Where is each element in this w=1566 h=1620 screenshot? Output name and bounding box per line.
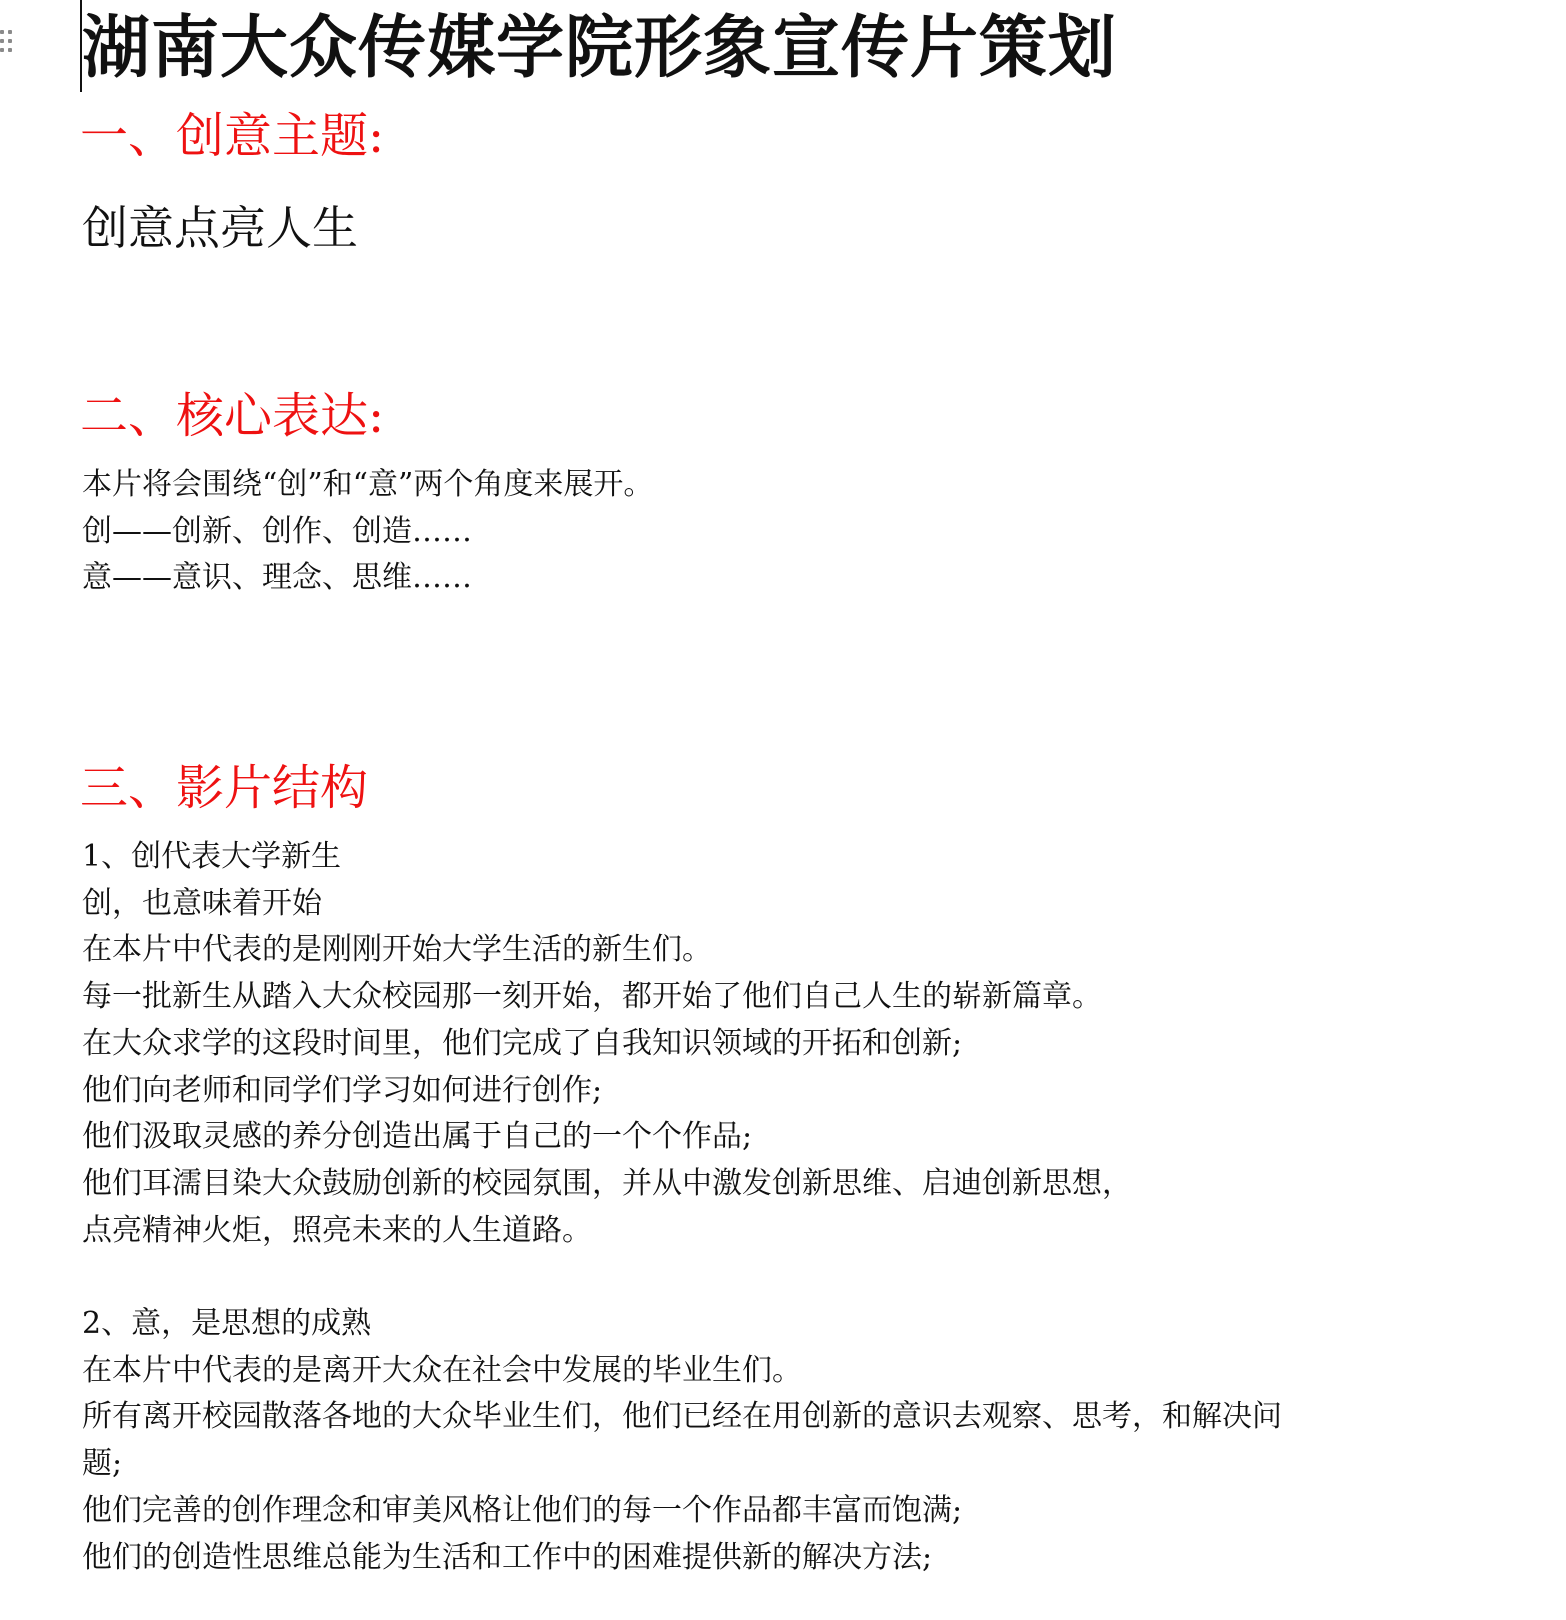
- section-heading-structure: 三、影片结构: [80, 760, 369, 816]
- paragraph-line: 每一批新生从踏入大众校园那一刻开始，都开始了他们自己人生的崭新篇章。: [82, 979, 1102, 1015]
- paragraph-line: 点亮精神火炬，照亮未来的人生道路。: [82, 1212, 592, 1248]
- paragraph-line: 他们汲取灵感的养分创造出属于自己的一个个作品;: [82, 1119, 753, 1155]
- structure-part2-block: [82, 1301, 1322, 1581]
- document-title[interactable]: 湖南大众传媒学院形象宣传片策划: [82, 9, 1118, 88]
- paragraph-line: 1、创代表大学新生: [82, 839, 342, 874]
- structure-part1-block: [82, 834, 1132, 1254]
- paragraph-line: 在本片中代表的是刚刚开始大学生活的新生们。: [82, 932, 712, 968]
- paragraph-line: 创，也意味着开始: [82, 885, 322, 921]
- section-heading-theme: 一、创意主题:: [80, 108, 385, 164]
- paragraph-line: 创——创新、创作、创造……: [82, 513, 472, 549]
- drag-handle-icon[interactable]: [0, 30, 14, 60]
- paragraph-line: 他们的创造性思维总能为生活和工作中的困难提供新的解决方法;: [82, 1539, 933, 1575]
- paragraph-line: 本片将会围绕“创”和“意”两个角度来展开。: [82, 467, 654, 502]
- paragraph-line: 在本片中代表的是离开大众在社会中发展的毕业生们。: [82, 1352, 802, 1388]
- paragraph-line: 意——意识、理念、思维……: [82, 560, 472, 596]
- paragraph-line: 2、意，是思想的成熟: [82, 1306, 372, 1341]
- paragraph-line: 他们耳濡目染大众鼓励创新的校园氛围，并从中激发创新思维、启迪创新思想，: [82, 1165, 1132, 1201]
- paragraph-line: 他们完善的创作理念和审美风格让他们的每一个作品都丰富而饱满;: [82, 1492, 963, 1528]
- paragraph-line: 在大众求学的这段时间里，他们完成了自我知识领域的开拓和创新;: [82, 1025, 963, 1061]
- section-heading-core: 二、核心表达:: [80, 388, 385, 444]
- paragraph-line: 他们向老师和同学们学习如何进行创作;: [82, 1072, 603, 1108]
- paragraph-line: 所有离开校园散落各地的大众毕业生们，他们已经在用创新的意识去观察、思考，和解决问题;: [82, 1399, 1282, 1482]
- theme-text: 创意点亮人生: [82, 201, 358, 255]
- core-expression-block: [82, 462, 653, 602]
